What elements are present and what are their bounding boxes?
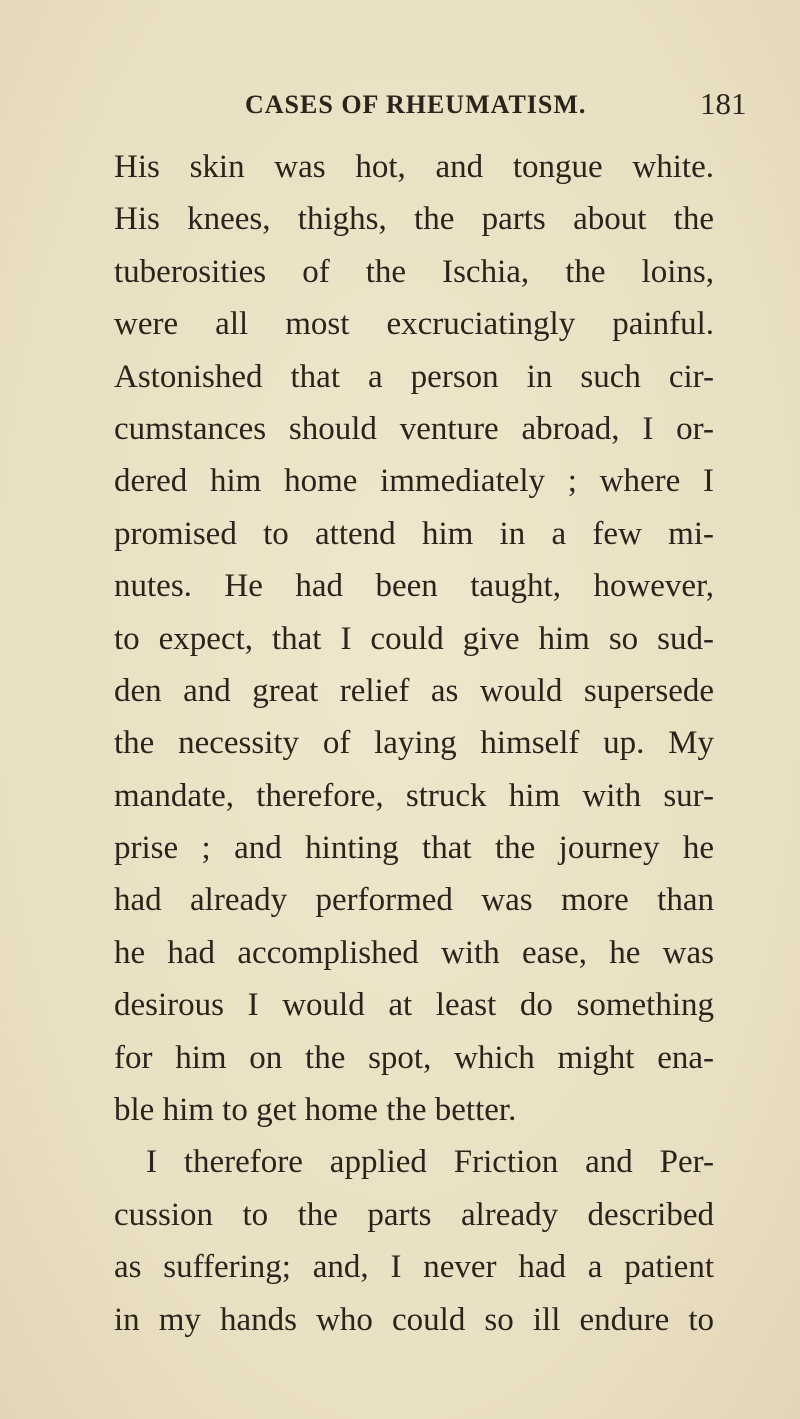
text-line: His skin was hot, and tongue white.	[114, 149, 714, 185]
text-line: Astonished that a person in such cir-	[114, 358, 714, 395]
text-line: as suffering; and, I never had a patient	[114, 1249, 714, 1286]
running-head: CASES OF RHEUMATISM.	[245, 90, 587, 119]
text-line: were all most excruciatingly painful.	[114, 306, 714, 343]
text-line: mandate, therefore, struck him with sur-	[114, 777, 714, 814]
text-line: tuberosities of the Ischia, the loins,	[114, 253, 714, 290]
text-line: he had accomplished with ease, he was	[114, 934, 714, 971]
text-line-paragraph-start: I therefore applied Friction and Per-	[146, 1144, 714, 1181]
text-line: den and great relief as would supersede	[114, 672, 714, 709]
body-text	[114, 141, 714, 1346]
text-line: nutes. He had been taught, however,	[114, 568, 714, 605]
text-line: His knees, thighs, the parts about the	[114, 201, 714, 238]
text-line: in my hands who could so ill endure to	[114, 1301, 714, 1338]
text-line: to expect, that I could give him so sud-	[114, 620, 714, 657]
text-line: prise ; and hinting that the journey he	[114, 830, 714, 867]
page-number: 181	[700, 86, 747, 121]
text-line: promised to attend him in a few mi-	[114, 515, 714, 552]
page-header	[0, 86, 800, 126]
text-line: cumstances should venture abroad, I or-	[114, 410, 714, 447]
text-line: cussion to the parts already described	[114, 1196, 714, 1233]
text-line: had already performed was more than	[114, 882, 714, 919]
text-line-paragraph-end: ble him to get home the better.	[114, 1092, 517, 1129]
text-line: the necessity of laying himself up. My	[114, 725, 714, 762]
text-line: dered him home immediately ; where I	[114, 463, 714, 500]
text-line: for him on the spot, which might ena-	[114, 1039, 714, 1076]
text-line: desirous I would at least do something	[114, 987, 714, 1024]
